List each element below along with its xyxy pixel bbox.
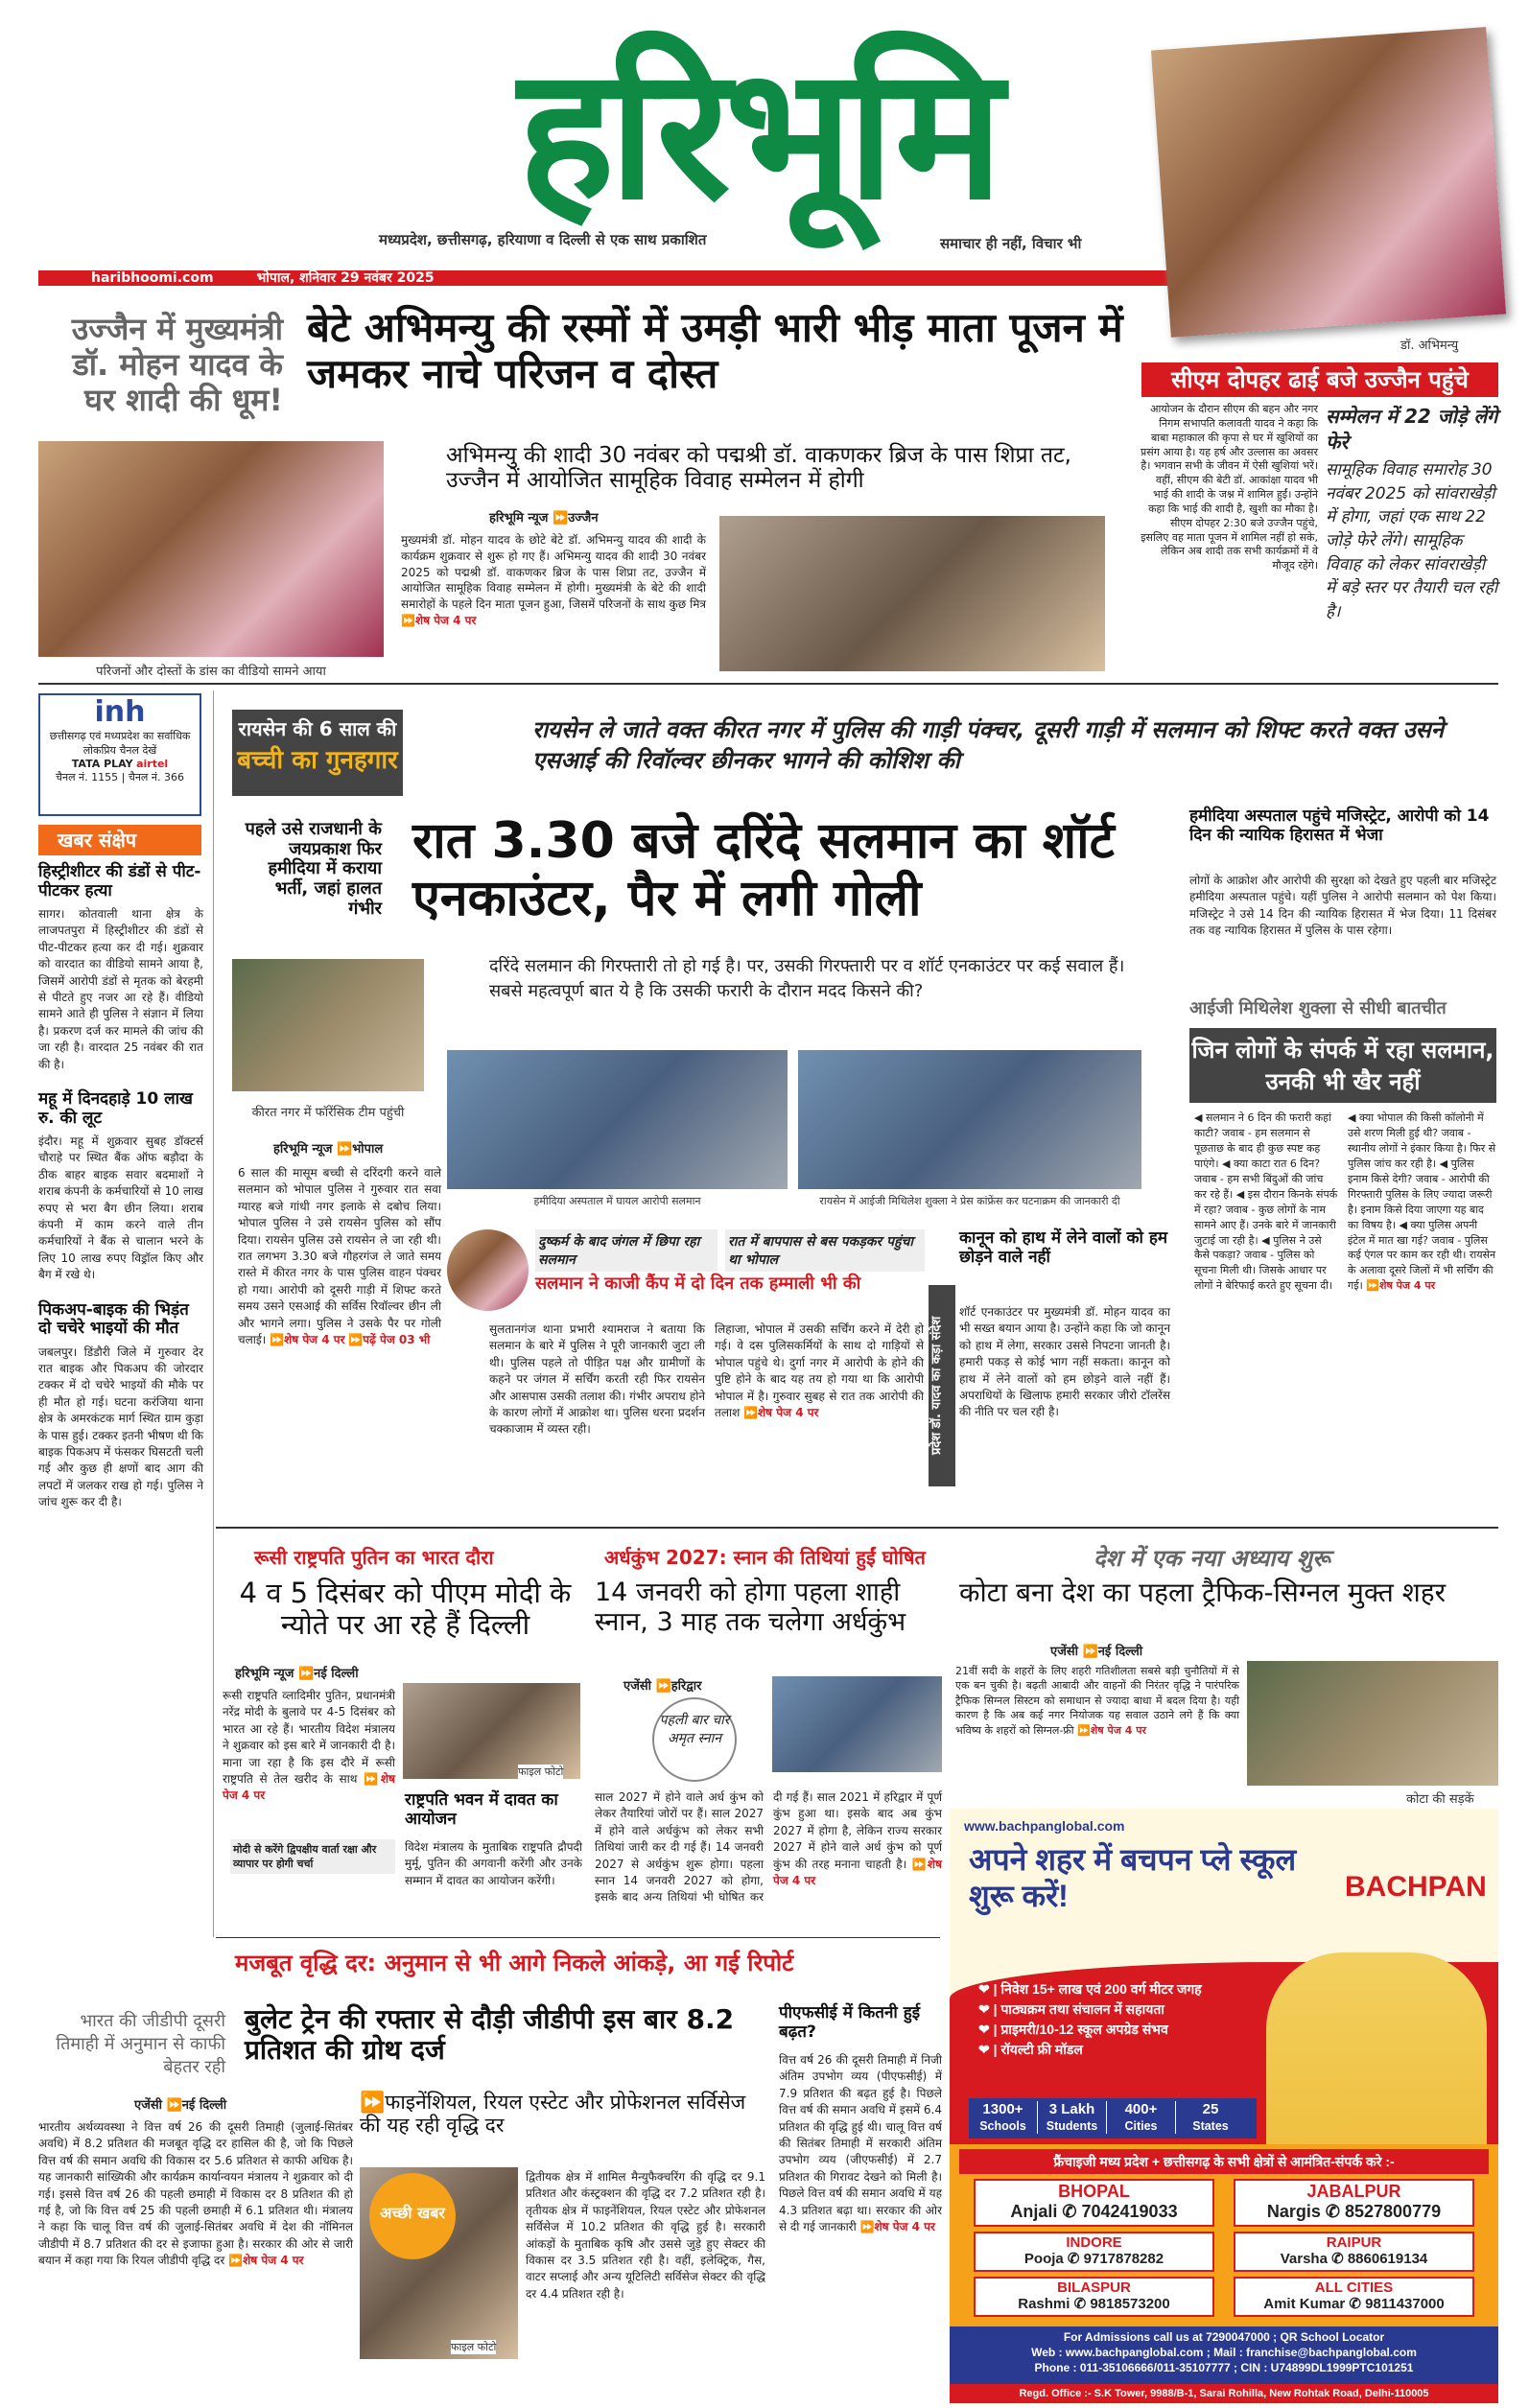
masthead-logo[interactable]: हरिभूमि (517, 28, 999, 240)
gdp-sector-body: द्वितीयक क्षेत्र में शामिल मैन्युफैक्चरिंग की वृद्धि दर 9.1 प्रतिशत और कंस्ट्रक्शन की वृद्धि दर 7.2 प्रतिशत रही है। तृतीयक क्षेत्र में फाइनेंशियल, रियल एस्टेट और प्रोफेशनल सर्विसेज में 10.2 प्रतिशत की वृद्धि हुई है। सरकारी आंकड़ों के मुताबिक कृषि और उससे जुड़े हुए सेक्टर की विकास दर 3.5 प्रतिशत रही है। वहीं, इलेक्ट्रिक, गैस, वाटर सप्लाई और अन्य यूटिलिटी सर्विसेज सेक्टर की वृद्धि दर 4.4 प्रतिशत रही है। (526, 2170, 765, 2301)
date-bar (38, 270, 1180, 286)
cm-box-body: आयोजन के दौरान सीएम की बहन और नगर निगम सभापति कलावती यादव ने कहा कि बाबा महाकाल की कृपा से घर में खुशियों का प्रसंग आया है। यह हर्ष और उल्लास का अवसर है। भगवान सभी के जीवन में ऐसी खुशियां भरें। वहीं, सीएम की बेटी डॉ. आकांक्षा यादव भी भाई की शादी के जश्न में शामिल हुईं। उन्होंने कहा कि भाई की शादी है, खुशी का मौका है। सीएम दोपहर 2:30 बजे उज्जैन पहुंचे, इसलिए वह माता पूजन में शामिल नहीं हो सके, लेकिन अब शादी तक सभी कार्यक्रमों में वे मौजूद रहेंगे। (1141, 403, 1318, 573)
side-note-body: सामूहिक विवाह समारोह 30 नवंबर 2025 को सांवराखेड़ी में होगा, जहां एक साथ 22 जोड़े फेरे लेंगे। सामूहिक विवाह को लेकर सांवराखेड़ी में बड़े स्तर पर तैयारी चल रही है। (1326, 460, 1498, 621)
kota-kicker: देश में एक नया अध्याय शुरू (1094, 1545, 1330, 1572)
raisen-strap: रायसेन ले जाते वक्त कीरत नगर में पुलिस की गाड़ी पंक्चर, दूसरी गाड़ी में सलमान को शिफ्ट करते वक्त उसने एसआई की रिवॉल्वर छीनकर भागने की कोशिश की (532, 716, 1445, 775)
dance-photo (38, 441, 384, 657)
hospital-photo (447, 1050, 788, 1189)
qa-right: ◀ क्या भोपाल की किसी कॉलोनी में उसे शरण मिली हुई थी? जवाब - स्थानीय लोगों ने इंकार किया है। फिर से पुलिस जांच कर रही है। ◀ पुलिस इनाम किसे देगी? जवाब - आरोपी की गिरफ्तारी पुलिस के लिए ज्यादा जरूरी है। इनाम किसे दिया जाएगा यह बाद का विषय है। ◀ क्या पुलिस अपनी इंटेल में मात खा गई? जवाब - पुलिस कई एंगल पर काम कर रही थी। रायसेन के अलावा दूसरे जिलों में भी सर्चिंग की गई। ⏩शेष पेज 4 पर (1348, 1111, 1496, 1293)
kumbh-kicker: अर्धकुंभ 2027: स्नान की तिथियां हुईं घोषित (604, 1546, 926, 1569)
putin-kicker: रूसी राष्ट्रपति पुतिन का भारत दौरा (254, 1546, 494, 1569)
family-photo (719, 516, 1105, 671)
ig-title: जिन लोगों के संपर्क में रहा सलमान, उनकी भी खैर नहीं (1189, 1028, 1496, 1103)
raisen-dateline: हरिभूमि न्यूज ⏩भोपाल (273, 1142, 384, 1157)
ad-bullets: ❤ | निवेश 15+ लाख एवं 200 वर्ग मीटर जगह ❤ | पाठ्यक्रम तथा संचालन में सहायता ❤ | प्राइमरी/10-12 स्कूल अपग्रेड संभव ❤ | रॉयल्टी फ्री मॉडल (978, 1981, 1202, 2057)
ig-press-photo (798, 1050, 1141, 1189)
kumbh-dateline: एजेंसी ⏩हरिद्वार (623, 1679, 702, 1694)
forensic-caption: कीरत नगर में फॉरेंसिक टीम पहुंची (251, 1106, 405, 1120)
raisen-col1: सुलतानगंज थाना प्रभारी श्यामराज ने बताया कि सलमान के बारे में पुलिस ने पूरी जानकारी जुटा ली थी। पुलिस पहले तो पीड़ित पक्ष और ग्रामीणों के कहने पर जंगल में सर्चिंग करती रही फिर रायसेन और आसपास उसकी तलाश की। गंभीर अपराध होने के कारण लोगों में आक्रोश था। पुलिस धरना प्रदर्शन चक्काजाम में व्यस्त रही। (489, 1322, 705, 1437)
putin-sub-title: राष्ट्रपति भवन में दावत का आयोजन (405, 1790, 558, 1829)
ad-stats: 1300+ Schools3 Lakh Students400+ Cities25 States (969, 2098, 1257, 2139)
magistrate-title: हमीदिया अस्पताल पहुंचे मजिस्ट्रेट, आरोपी को 14 दिन की न्यायिक हिरासत में भेजा (1189, 807, 1490, 845)
gdp-dateline: एजेंसी ⏩नई दिल्ली (134, 2098, 227, 2113)
hospital-caption: हमीदिया अस्पताल में घायल आरोपी सलमान (533, 1195, 701, 1207)
kumbh-headline[interactable]: 14 जनवरी को होगा पहला शाही स्नान, 3 माह तक चलेगा अर्धकुंभ (595, 1578, 906, 1638)
vertical-label: प्रदेश डॉ. यादव का कड़ा संदेश (929, 1285, 955, 1486)
kota-photo (1247, 1661, 1498, 1786)
raisen-kicker: रायसेन की 6 साल की बच्ची का गुनहगार (232, 710, 403, 796)
brief-column: हिस्ट्रीशीटर की डंडों से पीट-पीटकर हत्या सागर। कोतवाली थाना क्षेत्र के लाजपतपुरा में हिस्ट्रीशीटर की डंडों से पीट-पीटकर हत्या कर दी गई। शुक्रवार को वारदात का वीडियो सामने आया है, जिसमें आरोपी डंडों से मृतक को बेरहमी से पीटते हुए नजर आ रहे हैं। वीडियो सामने आते ही पुलिस ने संज्ञान में लिया है। प्रकरण दर्ज कर मामले की जांच की जा रही है। वारदात 25 नवंबर की रात की है। महू में दिनदहाड़े 10 लाख रु. की लूट इंदौर। महू में शुक्रवार सुबह डॉक्टर्स चौराहे पर स्थित बैंक ऑफ बड़ौदा के ठीक बाहर बाइक सवार बदमाशों ने शराब कंपनी के कर्मचारियों से 10 लाख रुपए से भरा बैग छीन लिया। शराब कंपनी में काम करने वाले तीन कर्मचारियों ने बैंक से चालान भरने के लिए 10 लाख रुपए विड्रॉल किए और बैग में रखे थे। पिकअप-बाइक की भिड़ंत दो चचेरे भाइयों की मौत जबलपुर। डिंडौरी जिले में गुरुवार देर रात बाइक और पिकअप की जोरदार टक्कर में दो चचेरे भाइयों की मौके पर ही मौत हो गई। घटना करंजिया थाना क्षेत्र के अमरकंटक मार्ग स्थित ग्राम कुड़ा के पास हुई। टक्कर इतनी भीषण थी कि बाइक पिकअप में फंसकर घिसटती चली गई और कुछ ही क्षणों बाद आग की लपटों में जलकर राख हो गई। पुलिस ने जांच शुरू कर दी है। (38, 862, 203, 1509)
kumbh-bubble: पहली बार चार अमृत स्नान (652, 1697, 737, 1782)
good-news-badge: अच्छी खबर (369, 2173, 456, 2259)
ad-contacts: BHOPAL Anjali ✆ 7042419033 JABALPUR Nargis ✆ 8527800779 INDORE Pooja ✆ 9717878282 RAIPUR Varsha ✆ 8860619134 BILASPUR Rashmi ✆ 9818573200 ALL CITIES Amit Kumar ✆ 9811437000 (974, 2179, 1474, 2317)
gdp-kicker: मजबूत वृद्धि दर: अनुमान से भी आगे निकले आंकड़े, आ गई रिपोर्ट (235, 1950, 794, 1976)
ig-press-caption: रायसेन में आईजी मिथिलेश शुक्ला ने प्रेस कांफ्रेंस कर घटनाक्रम की जानकारी दी (819, 1195, 1120, 1207)
website-link[interactable]: haribhoomi.com (91, 270, 214, 286)
masthead-tagline-left: मध्यप्रदेश, छत्तीसगढ़, हरियाणा व दिल्ली से एक साथ प्रकाशित (379, 231, 707, 248)
pfce-body: वित्त वर्ष 26 की दूसरी तिमाही में निजी अंतिम उपभोग व्यय (पीएफसीई) में 7.9 प्रतिशत की बढ़त हुई है। पिछले वित्त वर्ष की समान अवधि में इसमें 6.4 प्रतिशत की वृद्धि हुई थी। चालू वित्त वर्ष की सितंबर तिमाही में सरकारी अंतिम उपभोग व्यय (जीएफसीई) में 2.7 प्रतिशत की गिरावट देखने को मिली है। पिछले वित्त वर्ष की समान अवधि में यह 4.3 प्रतिशत बढ़ा था। सरकार की ओर से दी गई जानकारी ⏩शेष पेज 4 पर (779, 2053, 942, 2233)
tag-bypass: रात में बापपास से बस पकड़कर पहुंचा था भोपाल (725, 1229, 925, 1272)
ad-photo (1266, 1952, 1487, 2144)
law-body: शॉर्ट एनकाउंटर पर मुख्यमंत्री डॉ. मोहन यादव का भी सख्त बयान आया है। उन्होंने कहा कि जो कानून को हाथ में लेगा, सरकार उससे निपटना जानती है। हमारी पकड़ से कोई भाग नहीं सकता। कानून को हाथ में लेने वालों को हम छोड़ने वाले नहीं हैं। अपराधियों के खिलाफ हमारी सरकार जीरो टॉलरेंस की नीति पर चल रही है। (959, 1305, 1170, 1419)
salman-photo (447, 1229, 529, 1311)
putin-dateline: हरिभूमि न्यूज ⏩नई दिल्ली (235, 1667, 359, 1681)
kumbh-body: साल 2027 में होने वाले अर्ध कुंभ को लेकर तैयारियां जोरों पर हैं। साल 2027 में होने वाले अर्धकुंभ को लेकर सभी तिथियां जारी कर दी गई हैं। 14 जनवरी 2027 से अर्धकुंभ शुरू होगा। पहला स्नान 14 जनवरी 2027 को होगा, इसके बाद अन्य तिथियां भी घोषित कर दी गई हैं। साल 2021 में हरिद्वार में पूर्ण कुंभ हुआ था। इसके बाद अब कुंभ 2027 में होगा है, लेकिन राज्य सरकार 2027 में होने वाले अर्ध कुंभ को पूर्ण कुंभ की तरह मनाना चाहती है। ⏩शेष पेज 4 पर (595, 1790, 942, 1905)
cm-box-title: सीएम दोपहर ढाई बजे उज्जैन पहुंचे (1141, 362, 1498, 397)
dance-photo-caption: परिजनों और दोस्तों के डांस का वीडियो सामने आया (96, 665, 326, 679)
side-note-title: सम्मेलन में 22 जोड़े लेंगे फेरे (1326, 405, 1498, 454)
magistrate-body: लोगों के आक्रोश और आरोपी की सुरक्षा को देखते हुए पहली बार मजिस्ट्रेट हमीदिया अस्पताल पहुंचे। यहीं पुलिस ने आरोपी सलमान को पेश किया। मजिस्ट्रेट ने उसे 14 दिन की न्यायिक हिरासत में भेज दिया। 11 दिसंबर तक वह न्यायिक हिरासत में पुलिस के पास रहेगा। (1189, 874, 1496, 938)
brief-label: खबर संक्षेप (38, 825, 201, 855)
lead-headline[interactable]: बेटे अभिमन्यु की रस्मों में उमड़ी भारी भीड़ माता पूजन में जमकर नाचे परिजन व दोस्त (307, 304, 1123, 398)
continued-link[interactable]: ⏩शेष पेज 4 पर (401, 613, 477, 627)
dateline: भोपाल, शनिवार 29 नवंबर 2025 (256, 270, 435, 286)
putin-photo-label: फाइल फोटो (518, 1765, 564, 1778)
raisen-quote: दरिंदे सलमान की गिरफ्तारी तो हो गई है। पर, उसकी गिरफ्तारी पर व शॉर्ट एनकाउंटर पर कई सवाल हैं। सबसे महत्वपूर्ण बात ये है कि उसकी फरारी के दौरान मदद किसने की? (489, 956, 1125, 1002)
raisen-col2: लिहाजा, भोपाल में उसकी सर्चिंग करने में देरी हो गई। वे दस पुलिसकर्मियों के साथ दो गाड़ियों से भोपाल पहुंचे थे। दुर्गा नगर में आरोपी के होने की पुष्टि होने के बाद यह तय हो गया था कि आरोपी भोपाल में है। गुरुवार सुबह से रात तक आरोपी की तलाश ⏩शेष पेज 4 पर (715, 1322, 924, 1419)
inh-ad[interactable]: inh छत्तीसगढ़ एवं मध्यप्रदेश का सर्वाधिक लोकप्रिय चैनल देखें TATA PLAY airtel चैनल नं. 1155 | चैनल नं. 366 (38, 693, 201, 816)
raisen-body: 6 साल की मासूम बच्ची से दरिंदगी करने वाले सलमान को भोपाल पुलिस ने गुरुवार रात सवा ग्यारह बजे गांधी नगर इलाके से दबोच लिया। भोपाल पुलिस ने उसे रायसेन पुलिस को सौंप दिया। रायसेन पुलिस उसे रायसेन ले जा रही थी। रात लगभग 3.30 बजे गौहरगंज ले जाते समय रास्ते में कीरत नगर के पास पुलिस वाहन पंक्चर हो गया। आरोपी को दूसरी गाड़ी में शिफ्ट करते समय उसने एसआई की सर्विस रिवॉल्वर छीन ली और भागने लगा। पुलिस ने उसके पैर पर गोली चलाई। ⏩शेष पेज 4 पर ⏩पढ़ें पेज 03 भी (238, 1166, 441, 1346)
kota-headline[interactable]: कोटा बना देश का पहला ट्रैफिक-सिग्नल मुक्त शहर (959, 1577, 1447, 1608)
putin-box: मोदी से करेंगे द्विपक्षीय वार्ता रक्षा और व्यापार पर होगी चर्चा (230, 1839, 395, 1874)
tag-jungle: दुष्कर्म के बाद जंगल में छिपा रहा सलमान (535, 1229, 717, 1272)
raisen-headline[interactable]: रात 3.30 बजे दरिंदे सलमान का शॉर्ट एनकाउंटर, पैर में लगी गोली (412, 812, 1115, 927)
raisen-side-kicker: पहले उसे राजधानी के जयप्रकाश फिर हमीदिया में कराया भर्ती, जहां हालत गंभीर (245, 819, 382, 919)
putin-body: रूसी राष्ट्रपति व्लादिमीर पुतिन, प्रधानमंत्री नरेंद्र मोदी के बुलावे पर 4-5 दिसंबर को भारत आ रहे हैं। भारतीय विदेश मंत्रालय ने शुक्रवार को इस बारे में जानकारी दी है। माना जा रहा है कि इस दौरे में रूसी राष्ट्रपति से तेल खरीद के साथ ⏩शेष पेज 4 पर (223, 1689, 395, 1803)
lead-dateline: हरिभूमि न्यूज ⏩उज्जैन (489, 511, 599, 526)
lead-body: मुख्यमंत्री डॉ. मोहन यादव के छोटे बेटे डॉ. अभिमन्यु यादव की शादी के कार्यक्रम शुक्रवार से शुरू हो गए हैं। अभिमन्यु यादव की शादी 30 नवंबर 2025 को पद्मश्री डॉ. वाकणकर ब्रिज के पास शिप्रा तट, उज्जैन में आयोजित सामूहिक विवाह सम्मेलन में होगी। मुख्यमंत्री के बेटे की शादी समारोहों के पहले दिन माता पूजन हुआ, जिसमें परिजनों के साथ कुछ मित्र ⏩शेष पेज 4 पर (401, 533, 706, 627)
kumbh-photo (772, 1676, 942, 1772)
lead-side-title: उज्जैन में मुख्यमंत्री डॉ. मोहन यादव के घर शादी की धूम! (71, 311, 283, 418)
gdp-body: भारतीय अर्थव्यवस्था ने वित्त वर्ष 26 की दूसरी तिमाही (जुलाई-सितंबर अवधि) में 8.2 प्रतिशत की मजबूत वृद्धि दर हासिल की है, जो कि पिछले वित्त वर्ष की समान अवधि की विकास दर 5.6 प्रतिशत से काफी अधिक है। यह जानकारी सांख्यिकी और कार्यक्रम कार्यान्वयन मंत्रालय ने शुक्रवार को दी गई। इससे वित्त वर्ष 26 की पहली छमाही में विकास दर 8 प्रतिशत की हो गई है, जो कि वित्त वर्ष 25 की पहली छमाही में 6.1 प्रतिशत थी। मंत्रालय ने कहा कि चालू वित्त वर्ष की जुलाई-सितंबर अवधि में देश की नॉमिनल जीडीपी में 8.7 प्रतिशत की दर से इजाफा हुआ है। सरकार की ओर से जारी बयान में कहा गया कि रियल जीडीपी वृद्धि दर ⏩शेष पेज 4 पर (38, 2120, 353, 2268)
forensic-photo (232, 959, 424, 1091)
bachpan-logo: BACHPAN (1345, 1871, 1487, 1903)
abhimanyu-photo (1151, 27, 1506, 338)
ig-kicker: आईजी मिथिलेश शुक्ला से सीधी बातचीत (1189, 998, 1447, 1018)
kota-caption: कोटा की सड़कें (1400, 1789, 1480, 1807)
putin-sub-body: विदेश मंत्रालय के मुताबिक राष्ट्रपति द्रौपदी मुर्मू, पुतिन की अगवानी करेंगी और उनके सम्मान में दावत का आयोजन करेंगी। (405, 1840, 582, 1887)
qa-left: ◀ सलमान ने 6 दिन की फरारी कहां काटी? जवाब - हम सलमान से पूछताछ के बाद ही कुछ स्पष्ट कह पाएंगे। ◀ क्या काटा रात 6 दिन? जवाब - हम सभी बिंदुओं की जांच कर रहे हैं। ◀ इस दौरान किनके संपर्क में रहा? जवाब - कुछ लोगों के नाम सामने आए हैं। उनके बारे में जानकारी जुटाई जा रही है। ◀ पुलिस ने उसे कैसे पकड़ा? जवाब - पुलिस को सूचना मिली थी। जिसके आधार पर लोगों ने बेरिफाई करते हुए सूचना दी। (1194, 1111, 1338, 1293)
gdp-sector-title: ⏩फाइनेंशियल, रियल एस्टेट और प्रोफेशनल सर्विसेज की यह रही वृद्धि दर (360, 2091, 746, 2138)
law-title: कानून को हाथ में लेने वालों को हम छोड़ने वाले नहीं (959, 1228, 1168, 1267)
gdp-photo-label: फाइल फोटो (451, 2341, 497, 2353)
kota-dateline: एजेंसी ⏩नई दिल्ली (1050, 1645, 1143, 1659)
kazi-camp-title: सलमान ने काजी कैंप में दो दिन तक हम्माली भी की (535, 1274, 861, 1294)
pfce-title: पीएफसीई में कितनी हुई बढ़त? (779, 2003, 921, 2042)
gdp-side: भारत की जीडीपी दूसरी तिमाही में अनुमान से काफी बेहतर रही (56, 2011, 225, 2077)
abhimanyu-photo-caption: डॉ. अभिमन्यु (1400, 339, 1459, 353)
putin-headline[interactable]: 4 व 5 दिसंबर को पीएम मोदी के न्योते पर आ रहे हैं दिल्ली (239, 1577, 572, 1642)
masthead-tagline-right: समाचार ही नहीं, विचार भी (940, 235, 1082, 252)
bachpan-ad[interactable]: www.bachpanglobal.com अपने शहर में बचपन प्ले स्कूल शुरू करें! BACHPAN ❤ | निवेश 15+ लाख एवं 200 वर्ग मीटर जगह ❤ | पाठ्यक्रम तथा संचालन में सहायता ❤ | प्राइमरी/10-12 स्कूल अपग्रेड संभव ❤ | रॉयल्टी फ्री मॉडल 1300+ Schools3 Lakh Students400+ Cities25 States फ्रैंचाइजी मध्य प्रदेश + छत्तीसगढ़ के सभी क्षेत्रों से आमंत्रित-संपर्क करे :- BHOPAL Anjali ✆ 7042419033 JABALPUR Nargis ✆ 8527800779 INDORE Pooja ✆ 9717878282 RAIPUR Varsha ✆ 8860619134 BILASPUR Rashmi ✆ 9818573200 ALL CITIES Amit Kumar ✆ 9811437000 For Admissions call us at 7290047000 ; QR School Locator Web : www.bachpanglobal.com ; Mail : franchise@bachpanglobal.com Phone : 011-35106666/011-35107777 ; CIN : U74899DL1999PTC101251 Regd. Office :- S.K Tower, 9988/B-1, Sarai Rohilla, New Rohtak Road, Delhi-110005 (950, 1809, 1498, 2405)
lead-subhead: अभिमन्यु की शादी 30 नवंबर को पद्मश्री डॉ. वाकणकर ब्रिज के पास शिप्रा तट, उज्जैन में आयोजित सामूहिक विवाह सम्मेलन में होगी (446, 443, 1071, 494)
kota-body: 21वीं सदी के शहरों के लिए शहरी गतिशीलता सबसे बड़ी चुनौतियों में से एक बन चुकी है। बढ़ती आबादी और वाहनों की निरंतर वृद्धि ने पारंपरिक ट्रैफिक सिग्नल सिस्टम को समाधान से ज्यादा बाधा में बदल दिया है। यही कारण है कि अब कई नगर नियोजक यह सवाल उठाने लगे हैं कि क्या भविष्य के शहरों को सिग्नल-फ्री ⏩शेष पेज 4 पर (955, 1665, 1239, 1737)
gdp-headline[interactable]: बुलेट ट्रेन की रफ्तार से दौड़ी जीडीपी इस बार 8.2 प्रतिशत की ग्रोथ दर्ज (245, 2003, 735, 2067)
